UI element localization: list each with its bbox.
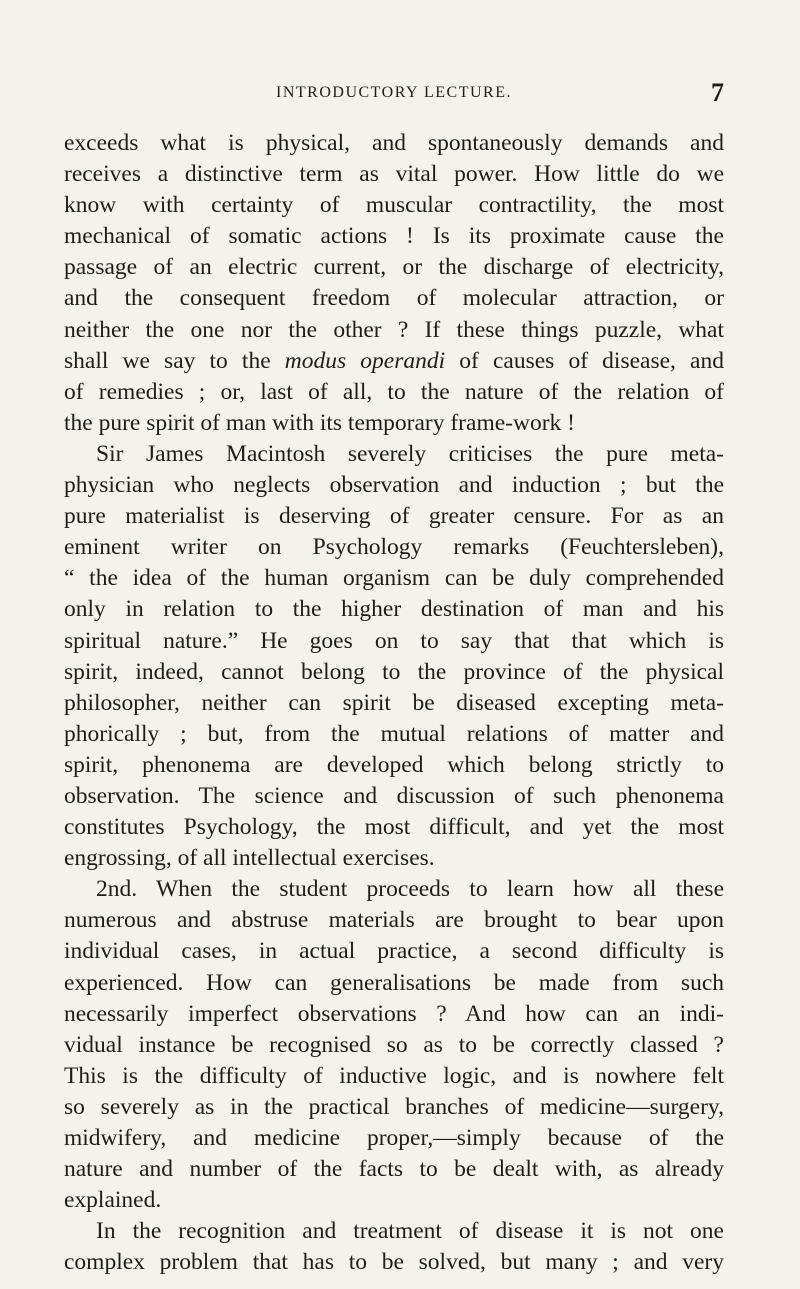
text-line: so severely as in the practical branches of medicine—surgery, [64, 1093, 724, 1120]
text-line: constitutes Psychology, the most difficult, and yet the most [64, 814, 724, 841]
text-line: necessarily imperfect observations ? And how can an indi- [64, 1000, 724, 1027]
text-line: spiritual nature.” He goes on to say that that which is [64, 627, 724, 654]
running-title: INTRODUCTORY LECTURE. [276, 84, 512, 101]
text-line: midwifery, and medicine proper,—simply because of the [64, 1125, 724, 1151]
italic-phrase: modus operandi [284, 347, 446, 374]
text-line: vidual instance be recognised so as to be correctly classed ? [64, 1031, 724, 1058]
running-head [64, 78, 724, 108]
text-line: and the consequent freedom of molecular attraction, or [64, 285, 724, 312]
text-line: spirit, phenonema are developed which belong strictly to [64, 751, 724, 778]
text-line: know with certainty of muscular contractility, the most [64, 192, 724, 219]
text-line: Sir James Macintosh severely criticises the pure meta- [96, 440, 724, 467]
body-text [64, 128, 724, 1278]
text-line: receives a distinctive term as vital power. How little do we [64, 161, 724, 188]
text-line: physician who neglects observation and induction ; but the [64, 472, 724, 499]
text-line: shall we say to the modus operandi of causes of disease, and [64, 347, 724, 374]
text-line: explained. [64, 1187, 162, 1214]
text-line: spirit, indeed, cannot belong to the province of the physical [64, 658, 724, 685]
text-line: neither the one nor the other ? If these things puzzle, what [64, 316, 724, 343]
text-line: philosopher, neither can spirit be diseased excepting meta- [64, 689, 724, 716]
text-line: the pure spirit of man with its temporary frame-work ! [64, 409, 575, 436]
text-line: pure materialist is deserving of greater censure. For as an [64, 503, 724, 530]
text-line: nature and number of the facts to be dealt with, as already [64, 1156, 724, 1183]
text-line: only in relation to the higher destination of man and his [64, 596, 724, 623]
text-line: engrossing, of all intellectual exercises. [64, 845, 435, 872]
text-line: eminent writer on Psychology remarks (Feuchtersleben), [64, 534, 724, 561]
text-line: exceeds what is physical, and spontaneously demands and [64, 130, 724, 156]
text-line: phorically ; but, from the mutual relations of matter and [64, 720, 724, 747]
text-line: numerous and abstruse materials are brought to bear upon [64, 907, 724, 934]
text-line: experienced. How can generalisations be made from such [64, 969, 724, 996]
text-line: In the recognition and treatment of disease it is not one [96, 1218, 724, 1245]
text-line: of remedies ; or, last of all, to the nature of the relation of [64, 378, 724, 405]
page-number: 7 [711, 78, 724, 107]
text-line: observation. The science and discussion of such phenonema [64, 782, 724, 809]
text-line: individual cases, in actual practice, a second difficulty is [64, 938, 724, 965]
text-line: complex problem that has to be solved, but many ; and very [64, 1249, 724, 1276]
text-line: This is the difficulty of inductive logic, and is nowhere felt [64, 1062, 724, 1089]
text-line: “ the idea of the human organism can be duly comprehended [64, 565, 724, 592]
text-line: passage of an electric current, or the discharge of electricity, [64, 254, 724, 281]
text-line: 2nd. When the student proceeds to learn how all these [96, 876, 724, 903]
text-line: mechanical of somatic actions ! Is its proximate cause the [64, 223, 724, 250]
